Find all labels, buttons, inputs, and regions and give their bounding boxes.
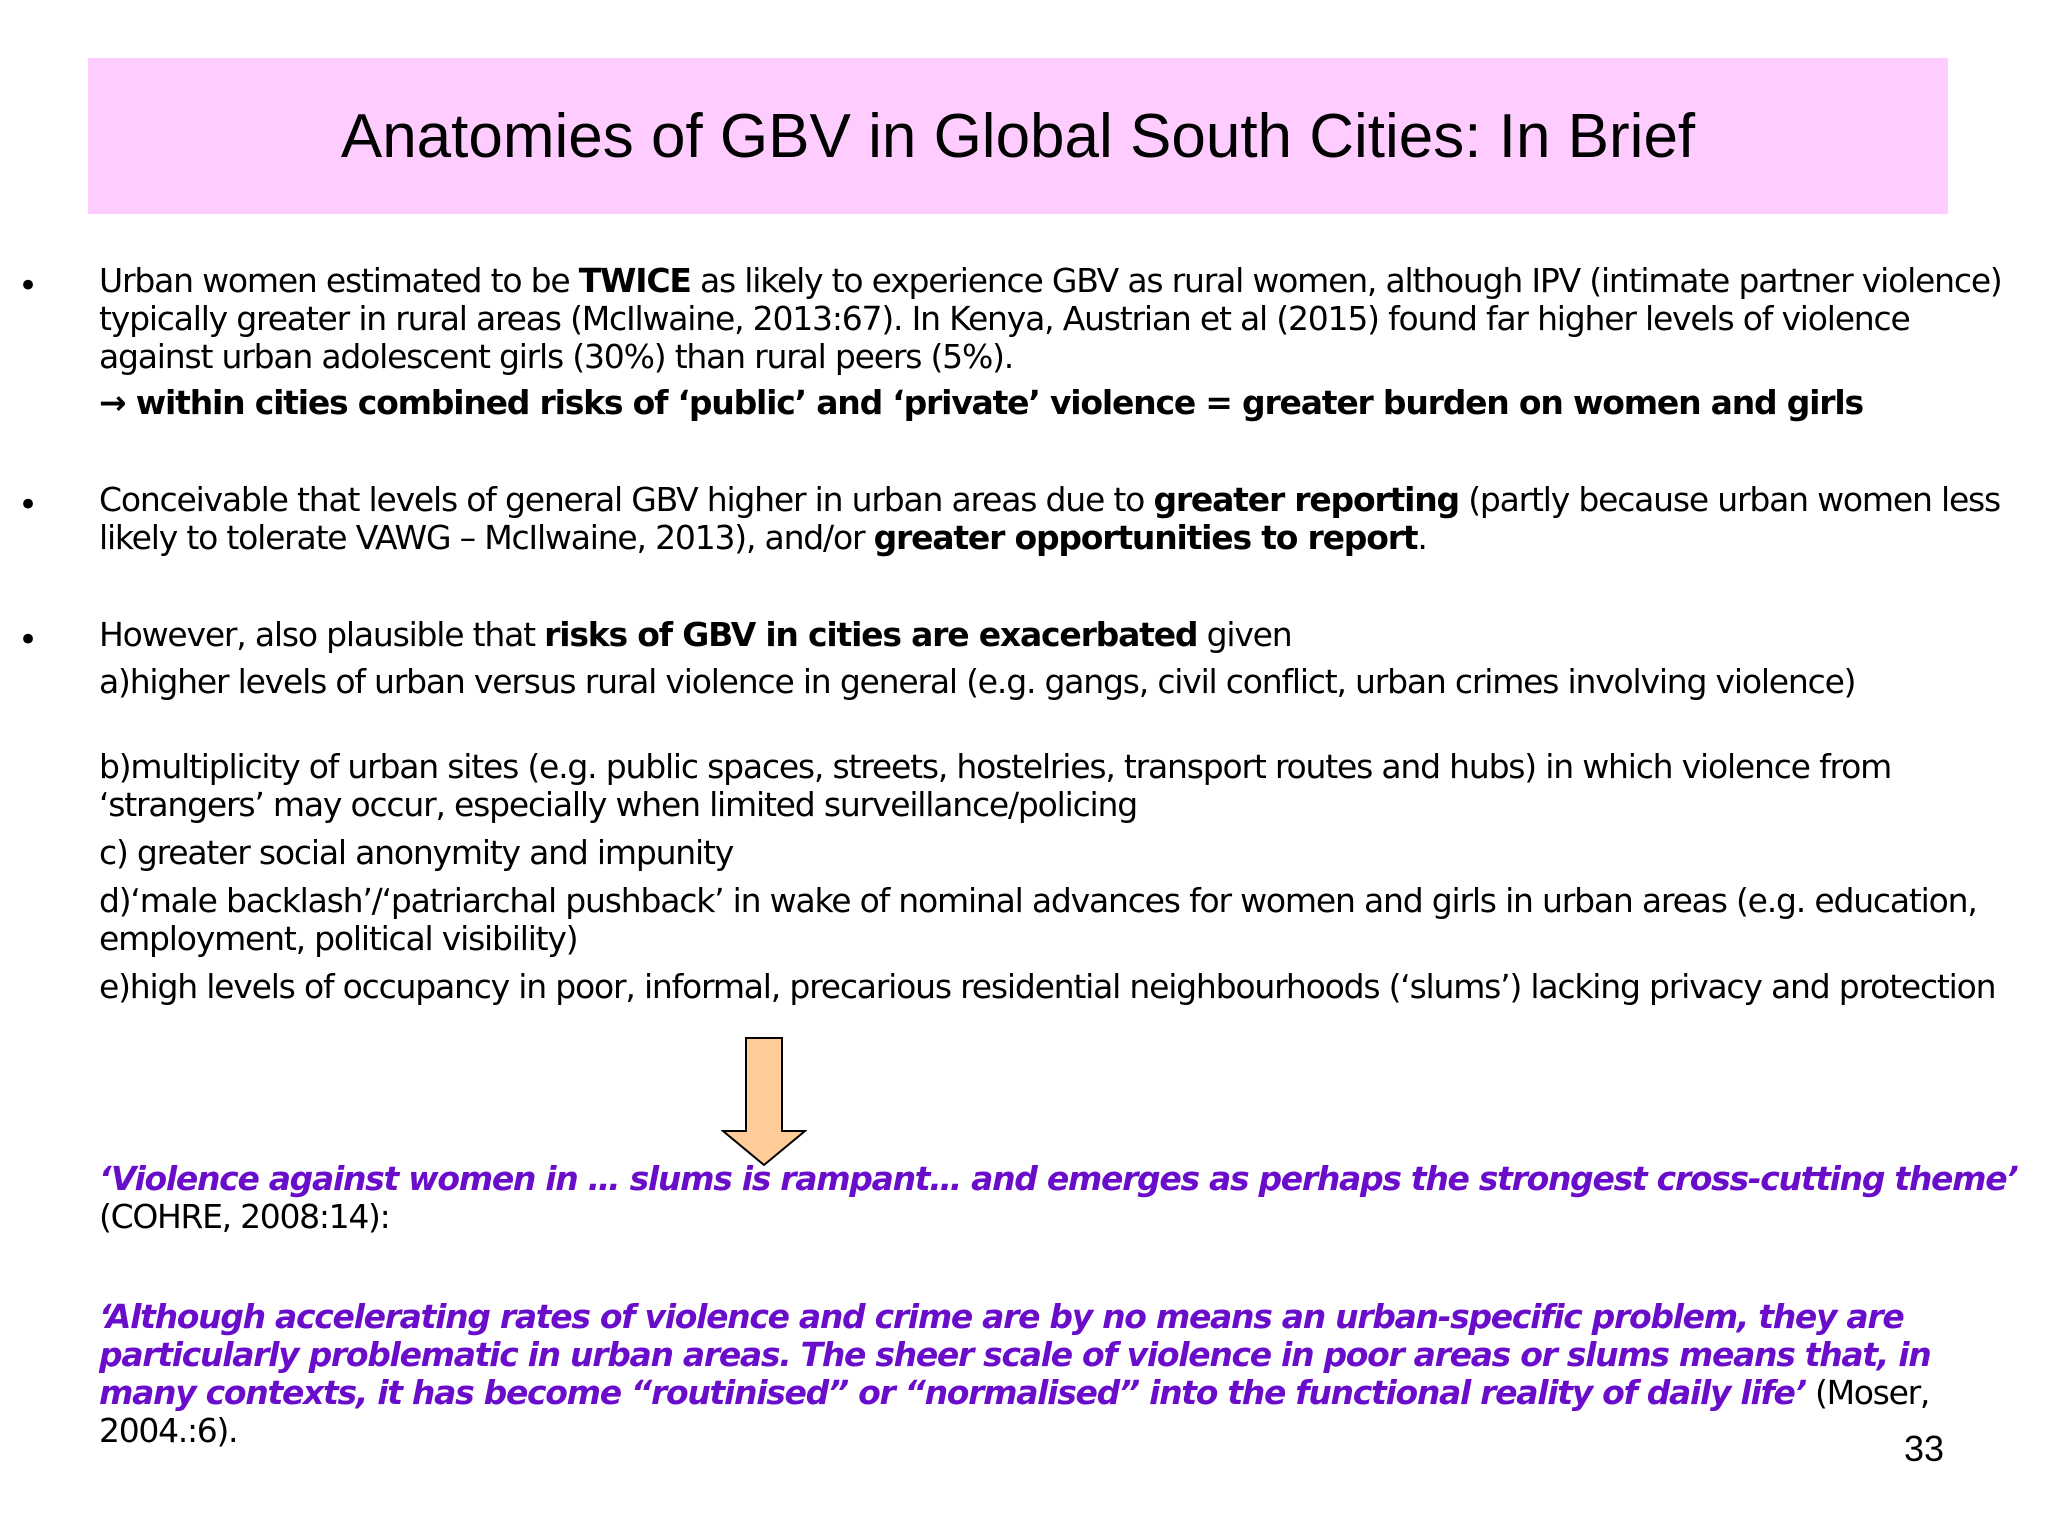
bullet-marker: • <box>18 266 39 306</box>
conclusion-text: within cities combined risks of ‘public’ and ‘private’ violence = greater burden on women and girls <box>125 383 1863 422</box>
quote-cohre-source: (COHRE, 2008:14): <box>99 1197 390 1236</box>
bullet-marker: • <box>18 620 39 660</box>
bullet-2-emphasis-1: greater reporting <box>1153 480 1459 519</box>
bullet-1-part-a: Urban women estimated to be <box>99 261 579 300</box>
sub-item-c: c) greater social anonymity and impunity <box>99 833 734 872</box>
quote-moser-source: (Moser, 2004.:6). <box>99 1373 1930 1450</box>
bullet-2-part-c: (partly because urban women less likely to tolerate VAWG – McIlwaine, 2013), and/or <box>99 480 2001 557</box>
slide-title: Anatomies of GBV in Global South Cities: In Brief <box>340 101 1696 171</box>
page-number: 33 <box>1903 1428 1944 1469</box>
quote-cohre <box>99 1160 2029 1236</box>
sub-item-d: d)‘male backlash’/‘patriarchal pushback’ in wake of nominal advances for women and girls in urban areas (e.g. education, employment, political visibility) <box>99 881 1977 958</box>
bullet-2-part-e: . <box>1417 518 1427 557</box>
bullet-2-emphasis-2: greater opportunities to report <box>873 518 1418 557</box>
bullet-3-part-a: However, also plausible that <box>99 615 545 654</box>
bullet-1-conclusion <box>99 384 2029 422</box>
bullet-3-emphasis: risks of GBV in cities are exacerbated <box>544 615 1198 654</box>
bullet-1-text <box>99 262 2029 376</box>
quote-cohre-text: ‘Violence against women in … slums is rampant… and emerges as perhaps the strongest cross-cutting theme’ <box>99 1159 2018 1198</box>
bullet-1-part-c: as likely to experience GBV as rural women, although IPV (intimate partner violence) typically greater in rural areas (McIlwaine, 2013:67). In Kenya, Austrian et al (2015) found far higher levels of violence against urban adolescent girls (30%) than rural peers (5%). <box>99 261 2002 376</box>
bullet-3-text <box>99 616 2029 654</box>
quote-moser <box>99 1298 2029 1450</box>
sub-item-b: b)multiplicity of urban sites (e.g. public spaces, streets, hostelries, transport routes and hubs) in which violence from ‘strangers’ may occur, especially when limited surveillance/policing <box>99 747 1892 824</box>
down-arrow-icon <box>721 1037 807 1167</box>
bullet-marker: • <box>18 485 39 525</box>
bullet-3-part-c: given <box>1197 615 1292 654</box>
bullet-2-text <box>99 481 2029 557</box>
bullet-2-part-a: Conceivable that levels of general GBV higher in urban areas due to <box>99 480 1154 519</box>
sub-item-a: a)higher levels of urban versus rural violence in general (e.g. gangs, civil conflict, urban crimes involving violence) <box>99 662 1856 701</box>
quote-moser-text: ‘Although accelerating rates of violence and crime are by no means an urban-specific problem, they are particularly problematic in urban areas. The sheer scale of violence in poor areas or slums means that, in many contexts, it has become “routinised” or “normalised” into the functional reality of daily life’ <box>99 1297 1931 1412</box>
arrow-glyph: → <box>99 383 126 422</box>
bullet-1-emphasis: TWICE <box>578 261 691 300</box>
sub-item-e: e)high levels of occupancy in poor, informal, precarious residential neighbourhoods (‘slums’) lacking privacy and protection <box>99 967 1996 1006</box>
